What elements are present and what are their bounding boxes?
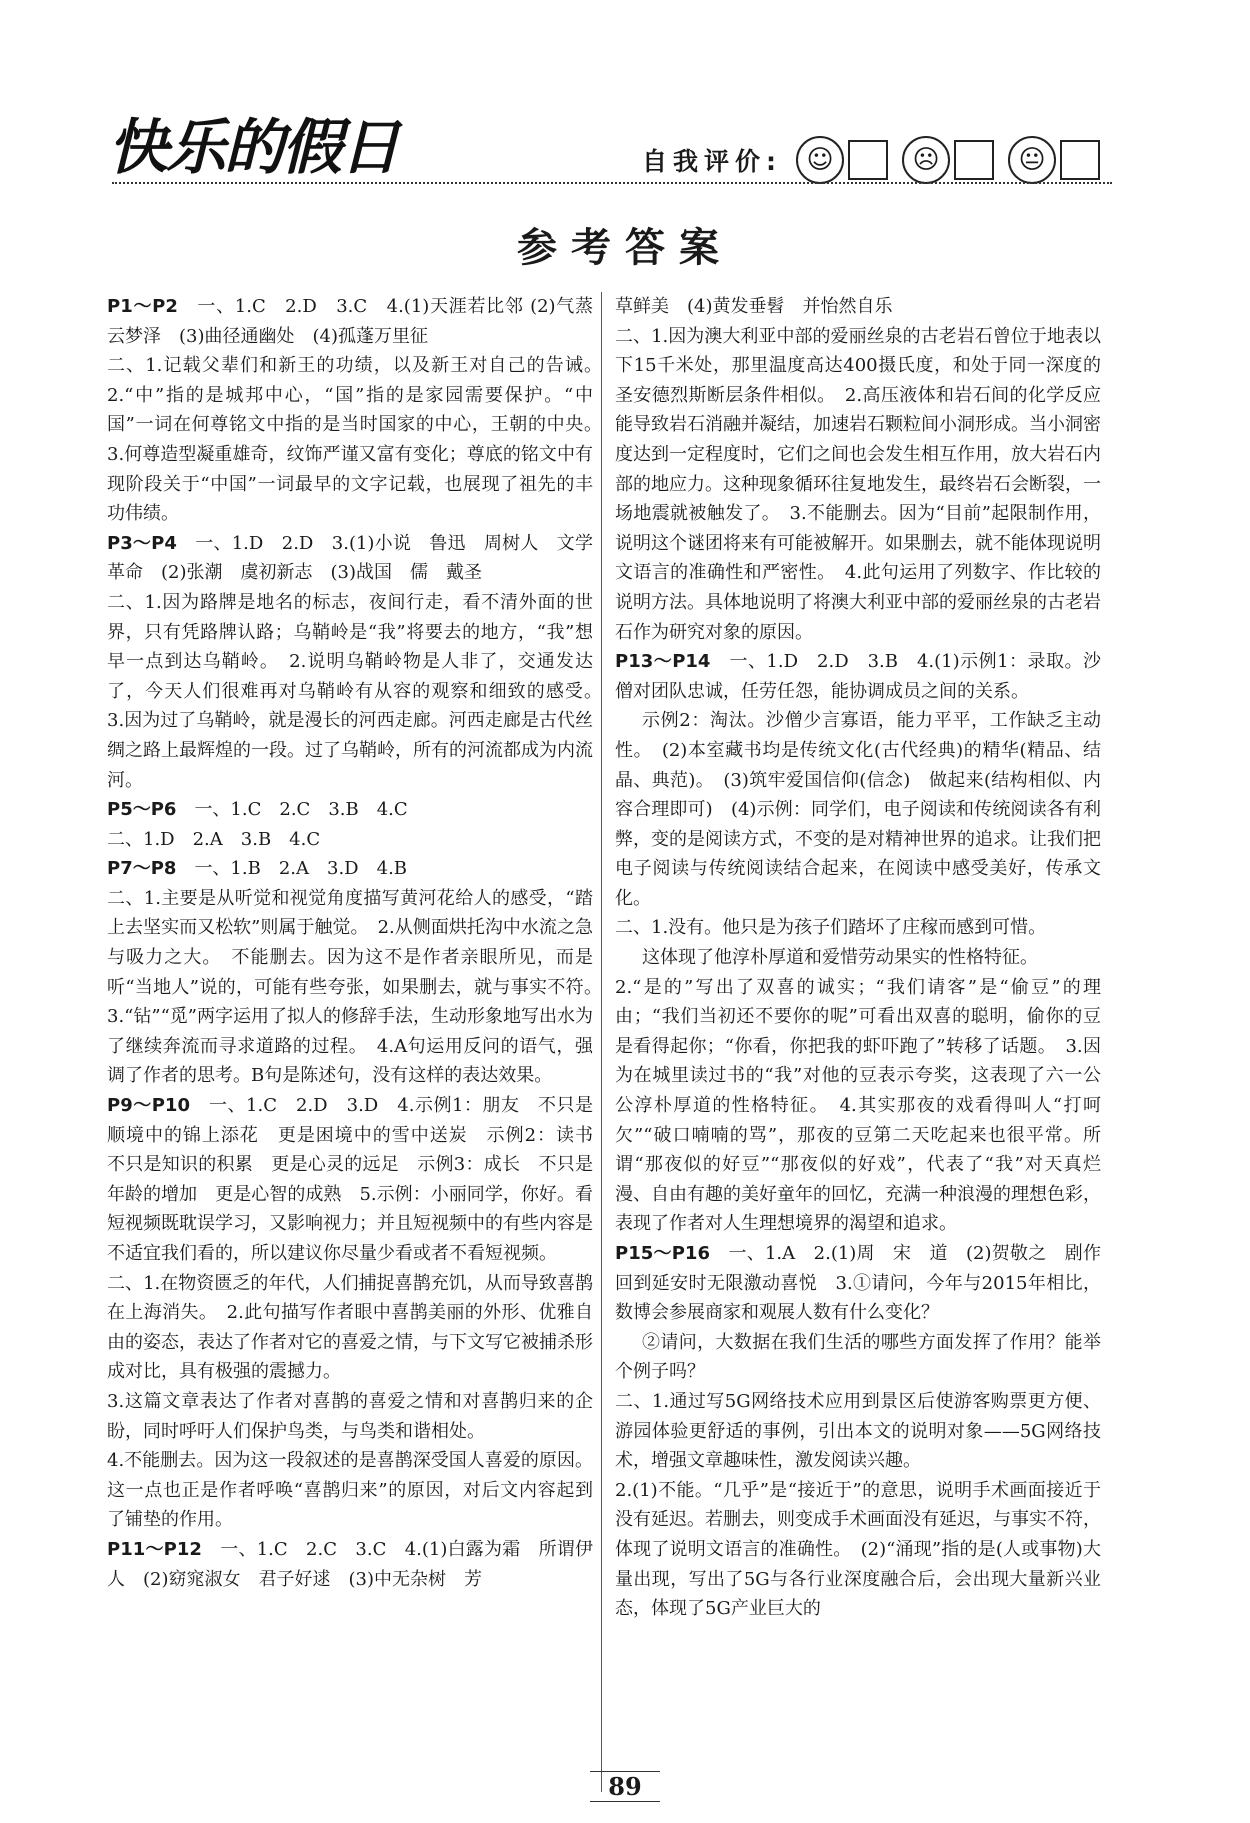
answer-text: 一、1.A 2.(1)周 宋 道 (2)贺敬之 剧作 回到延安时无限激动喜悦 3.①请问，今年与2015年相比，数博会参展商家和观展人数有什么变化？: [615, 1243, 1120, 1324]
answer-paragraph: [615, 647, 1101, 706]
section-label: P5～P6: [107, 799, 177, 821]
happy-face-icon: ☺: [796, 136, 844, 184]
answer-paragraph: [107, 1269, 593, 1387]
rating-checkbox[interactable]: [848, 140, 888, 180]
rating-happy[interactable]: [796, 136, 888, 184]
brand-logo: 快乐的假日: [108, 113, 398, 183]
answer-paragraph: [107, 292, 593, 351]
answer-text: 二、1.主要是从听觉和视觉角度描写黄河花给人的感受，“踏上去坚实而又松软”则属于触觉。 2.从侧面烘托沟中水流之急与吸力之大。 不能删去。因为这不是作者亲眼所见，而是听“当地人”说的，可能有些夸张，如果删去，就与事实不符。 3.“钻”“觅”两字运用了拟人的修辞手法，生动形象地写出水为了继续奔流而寻求道路的过程。 4.A句运用反问的语气，强调了作者的思考。B句是陈述句，没有这样的表达效果。: [107, 887, 611, 1087]
answer-text: ②请问，大数据在我们生活的哪些方面发挥了作用？能举个例子吗？: [615, 1331, 1101, 1383]
page-title: 参考答案: [517, 224, 733, 271]
answer-paragraph: [615, 943, 1101, 973]
answer-paragraph: [615, 1387, 1101, 1476]
answer-paragraph: [107, 1387, 593, 1446]
left-column: [107, 292, 611, 1594]
section-label: P9～P10: [107, 1095, 190, 1117]
right-column: [615, 292, 1120, 1624]
answer-text: 二、1.记载父辈们和新王的功绩，以及新王对自己的告诫。 2.“中”指的是城邦中心，“国”指的是家园需要保护。“中国”一词在何尊铭文中指的是当时国家的中心，王朝的中央。 3.何尊造型凝重雄奇，纹饰严谨又富有变化；尊底的铭文中有现阶段关于“中国”一词最早的文字记载，也展现了祖先的丰功伟绩。: [107, 355, 611, 525]
answer-paragraph: [107, 1446, 593, 1535]
rating-sad[interactable]: [902, 136, 994, 184]
answer-text: 一、1.C 2.D 3.C 4.(1)天涯若比邻 (2)气蒸云梦泽 (3)曲径通幽处 (4)孤蓬万里征: [107, 296, 594, 347]
page-number: [0, 1772, 1250, 1801]
answer-paragraph: [615, 913, 1101, 943]
answer-text: 一、1.D 2.D 3.B 4.(1)示例1：录取。沙僧对团队忠诚，任劳任怨，能协调成员之间的关系。: [615, 651, 1102, 702]
self-eval-label: 自我评价:: [642, 147, 782, 176]
sad-face-icon: ☹: [902, 136, 950, 184]
answer-paragraph: [107, 825, 593, 855]
answer-text: 2.(1)不能。“几乎”是“接近于”的意思，说明手术画面接近于没有延迟。若删去，则变成手术画面没有延迟，与事实不符，体现了说明文语言的准确性。 (2)“涌现”指的是(人或事物)大量出现，写出了5G与各行业深度融合后，会出现大量新兴业态，体现了5G产业巨大的: [615, 1479, 1101, 1620]
answer-paragraph: [107, 1535, 593, 1594]
section-label: P7～P8: [107, 858, 177, 880]
answer-text: 二、1.D 2.A 3.B 4.C: [107, 828, 321, 850]
answer-paragraph: [107, 1091, 611, 1269]
neutral-face-icon: 😐: [1008, 136, 1056, 184]
answer-text: 示例2：淘汰。沙僧少言寡语，能力平平，工作缺乏主动性。 (2)本室藏书均是传统文化(古代经典)的精华(精品、结晶、典范)。 (3)筑牢爱国信仰(信念) 做起来(结构相似、内容合理即可) (4)示例：同学们，电子阅读和传统阅读各有利弊，变的是阅读方式，不变的是对精神世界的追求。让我们把电子阅读与传统阅读结合起来，在阅读中感受美好，传承文化。: [615, 710, 1101, 909]
rating-neutral[interactable]: [1008, 136, 1100, 184]
answer-text: 草鲜美 (4)黄发垂髫 并怡然自乐: [615, 296, 893, 317]
answer-paragraph: [615, 322, 1101, 648]
answer-text: 2.“是的”写出了双喜的诚实；“我们请客”是“偷豆”的理由；“我们当初还不要你的呢”可看出双喜的聪明，偷你的豆是看得起你；“你看，你把我的虾吓跑了”转移了话题。 3.因为在城里读过书的“我”对他的豆表示夸奖，这表现了六一公公淳朴厚道的性格特征。 4.其实那夜的戏看得叫人“打呵欠”“破口喃喃的骂”，那夜的豆第二天吃起来也很平常。所谓“那夜似的好豆”“那夜似的好戏”，代表了“我”对天真烂漫、自由有趣的美好童年的回忆，充满一种浪漫的理想色彩，表现了作者对人生理想境界的渴望和追求。: [615, 976, 1101, 1235]
answer-text: 这体现了他淳朴厚道和爱惜劳动果实的性格特征。: [642, 947, 1038, 969]
answer-paragraph: [615, 1476, 1101, 1624]
answer-text: 一、1.C 2.C 3.B 4.C: [194, 799, 408, 821]
section-label: P11～P12: [107, 1538, 202, 1560]
section-label: P1～P2: [107, 296, 178, 317]
answer-paragraph: [107, 529, 611, 588]
answer-paragraph: [615, 706, 1101, 913]
page-number-text: 89: [590, 1771, 659, 1802]
rating-checkbox[interactable]: [1060, 140, 1100, 180]
answer-text: 二、1.没有。他只是为孩子们踏坏了庄稼而感到可惜。: [615, 917, 1047, 939]
answer-paragraph: [107, 884, 611, 1091]
answer-paragraph: [615, 973, 1101, 1239]
answer-text: 一、1.C 2.D 3.D 4.示例1：朋友 不只是顺境中的锦上添花 更是困境中的雪中送炭 示例2：读书 不只是知识的积累 更是心灵的远足 示例3：成长 不只是年龄的增加 更是心智的成熟 5.示例：小丽同学，你好。看短视频既耽误学习，又影响视力；并且短视频中的有些内容是不适宜我们看的，所以建议你尽量少看或者不看短视频。: [107, 1095, 611, 1264]
section-label: P3～P4: [107, 532, 177, 554]
rating-checkbox[interactable]: [954, 140, 994, 180]
answer-paragraph: [615, 1328, 1101, 1387]
answer-text: 一、1.C 2.C 3.C 4.(1)白露为霜 所谓伊人 (2)窈窕淑女 君子好逑 (3)中无杂树 芳: [107, 1538, 594, 1590]
section-label: P13～P14: [615, 651, 711, 673]
answer-text: 一、1.B 2.A 3.D 4.B: [194, 858, 408, 880]
section-label: P15～P16: [615, 1243, 710, 1264]
answer-text: 一、1.D 2.D 3.(1)小说 鲁迅 周树人 文学 革命 (2)张潮 虞初新志 (3)战国 儒 戴圣: [107, 532, 611, 584]
self-evaluation: [642, 136, 1100, 184]
answer-text: 二、1.在物资匮乏的年代，人们捕捉喜鹊充饥，从而导致喜鹊在上海消失。 2.此句描写作者眼中喜鹊美丽的外形、优雅自由的姿态，表达了作者对它的喜爱之情，与下文写它被捕杀形成对比，具有极强的震撼力。: [107, 1272, 593, 1383]
answer-text: 4.不能删去。因为这一段叙述的是喜鹊深受国人喜爱的原因。这一点也正是作者呼唤“喜鹊归来”的原因，对后文内容起到了铺垫的作用。: [107, 1450, 593, 1531]
header-divider: [112, 182, 1112, 184]
answer-paragraph: [615, 292, 1101, 322]
answer-paragraph: [107, 795, 593, 825]
answer-text: 3.这篇文章表达了作者对喜鹊的喜爱之情和对喜鹊归来的企盼，同时呼吁人们保护鸟类，与鸟类和谐相处。: [107, 1390, 593, 1442]
answer-text: 二、1.因为澳大利亚中部的爱丽丝泉的古老岩石曾位于地表以下15千米处，那里温度高达400摄氏度，和处于同一深度的圣安德烈斯断层条件相似。 2.高压液体和岩石间的化学反应能导致岩石消融并凝结，加速岩石颗粒间小洞形成。当小洞密度达到一定程度时，它们之间也会发生相互作用，放大岩石内部的地应力。这种现象循环往复地发生，最终岩石会断裂，一场地震就被触发了。 3.不能删去。因为“目前”起限制作用，说明这个谜团将来有可能被解开。如果删去，就不能体现说明文语言的准确性和严密性。 4.此句运用了列数字、作比较的说明方法。具体地说明了将澳大利亚中部的爱丽丝泉的古老岩石作为研究对象的原因。: [615, 325, 1101, 643]
answer-paragraph: [107, 351, 611, 529]
answer-paragraph: [615, 1239, 1120, 1328]
answer-paragraph: [107, 588, 611, 795]
answer-text: 二、1.通过写5G网络技术应用到景区后使游客购票更方便、游园体验更舒适的事例，引出本文的说明对象——5G网络技术，增强文章趣味性，激发阅读兴趣。: [615, 1390, 1101, 1472]
answer-text: 二、1.因为路牌是地名的标志，夜间行走，看不清外面的世界，只有凭路牌认路；乌鞘岭是“我”将要去的地方，“我”想早一点到达乌鞘岭。 2.说明乌鞘岭物是人非了，交通发达了，今天人们很难再对乌鞘岭有从容的观察和细致的感受。 3.因为过了乌鞘岭，就是漫长的河西走廊。河西走廊是古代丝绸之路上最辉煌的一段。过了乌鞘岭，所有的河流都成为内流河。: [107, 591, 611, 791]
answer-paragraph: [107, 854, 593, 884]
column-divider: [601, 292, 602, 1792]
